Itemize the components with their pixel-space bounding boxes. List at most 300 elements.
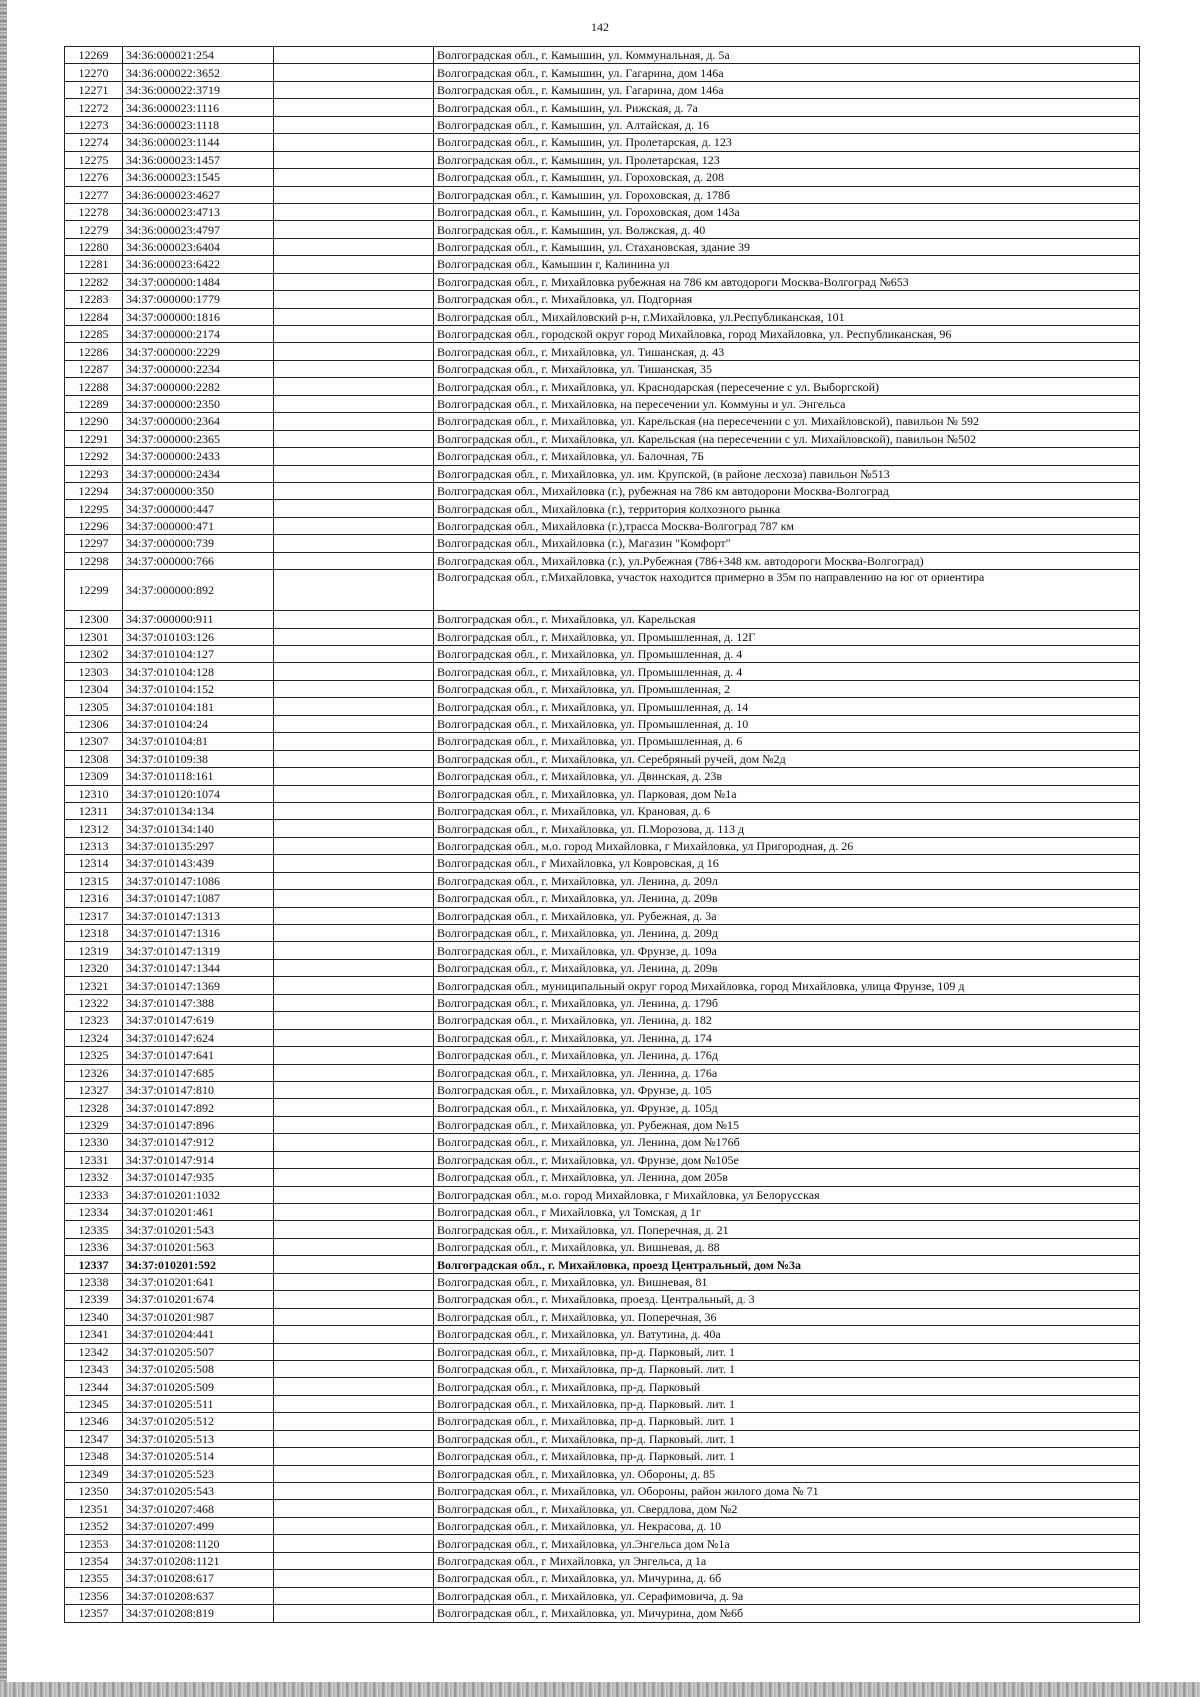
table-row [65,535,1140,552]
row-number-cell: 12339 [65,1291,123,1308]
address-cell: Волгоградская обл., городской округ город Михайловка, город Михайловка, ул. Республиканская, 96 [434,326,1140,343]
cadastral-number-cell: 34:37:000000:2364 [123,413,274,430]
table-row [65,1448,1140,1465]
table-row [65,465,1140,482]
empty-cell [274,1378,434,1395]
address-cell: Волгоградская обл., г. Михайловка, ул. Ленина, д. 174 [434,1029,1140,1046]
cadastral-number-cell: 34:36:000023:1116 [123,99,274,116]
empty-cell [274,1169,434,1186]
cadastral-number-cell: 34:37:000000:766 [123,552,274,569]
row-number-cell: 12297 [65,535,123,552]
cadastral-number-cell: 34:37:010208:637 [123,1587,274,1604]
table-row [65,552,1140,569]
row-number-cell: 12284 [65,308,123,325]
empty-cell [274,116,434,133]
scan-edge-left [0,0,7,1697]
row-number-cell: 12278 [65,203,123,220]
address-cell: Волгоградская обл., г. Михайловка, ул. Ленина, дом 205в [434,1169,1140,1186]
address-cell: Волгоградская обл., г. Михайловка, ул. П.Морозова, д. 113 д [434,820,1140,837]
cadastral-number-cell: 34:37:010118:161 [123,768,274,785]
empty-cell [274,238,434,255]
row-number-cell: 12292 [65,448,123,465]
empty-cell [274,326,434,343]
cadastral-number-cell: 34:37:010104:181 [123,698,274,715]
cadastral-number-cell: 34:37:010201:563 [123,1238,274,1255]
row-number-cell: 12327 [65,1081,123,1098]
address-cell: Волгоградская обл., г. Камышин, ул. Волжская, д. 40 [434,221,1140,238]
row-number-cell: 12325 [65,1047,123,1064]
empty-cell [274,308,434,325]
table-row [65,959,1140,976]
empty-cell [274,715,434,732]
row-number-cell: 12336 [65,1238,123,1255]
empty-cell [274,1570,434,1587]
empty-cell [274,1413,434,1430]
address-cell: Волгоградская обл., г. Михайловка, ул. Фрунзе, д. 105д [434,1099,1140,1116]
address-cell: Волгоградская обл., г. Михайловка, ул. Карельская (на пересечении с ул. Михайловской), павильон №502 [434,430,1140,447]
table-row [65,1535,1140,1552]
row-number-cell: 12332 [65,1169,123,1186]
address-cell: Волгоградская обл., м.о. город Михайловка, г Михайловка, ул Пригородная, д. 26 [434,837,1140,854]
address-cell: Волгоградская обл., г. Михайловка, ул. Двинская, д. 23в [434,768,1140,785]
address-cell: Волгоградская обл., м.о. город Михайловка, г Михайловка, ул Белорусская [434,1186,1140,1203]
address-cell: Волгоградская обл., г. Михайловка, ул. Фрунзе, дом №105е [434,1151,1140,1168]
table-row [65,1238,1140,1255]
address-cell: Волгоградская обл., г. Михайловка, ул. Серафимовича, д. 9а [434,1587,1140,1604]
row-number-cell: 12305 [65,698,123,715]
row-number-cell: 12270 [65,64,123,81]
empty-cell [274,628,434,645]
cadastral-number-cell: 34:36:000023:1545 [123,169,274,186]
row-number-cell: 12329 [65,1116,123,1133]
cadastral-number-cell: 34:37:010147:641 [123,1047,274,1064]
empty-cell [274,1308,434,1325]
address-cell: Волгоградская обл., г.Михайловка, участок находится примерно в 35м по направлению на юг от ориентира [434,570,1140,611]
cadastral-number-cell: 34:37:000000:1779 [123,291,274,308]
table-row [65,64,1140,81]
empty-cell [274,203,434,220]
empty-cell [274,925,434,942]
table-row [65,768,1140,785]
cadastral-number-cell: 34:37:010205:512 [123,1413,274,1430]
cadastral-number-cell: 34:37:010147:1087 [123,890,274,907]
row-number-cell: 12322 [65,994,123,1011]
row-number-cell: 12341 [65,1326,123,1343]
row-number-cell: 12351 [65,1500,123,1517]
cadastral-number-cell: 34:37:010147:892 [123,1099,274,1116]
row-number-cell: 12311 [65,802,123,819]
row-number-cell: 12344 [65,1378,123,1395]
empty-cell [274,1535,434,1552]
address-cell: Волгоградская обл., г. Михайловка, ул. Свердлова, дом №2 [434,1500,1140,1517]
table-row [65,203,1140,220]
empty-cell [274,802,434,819]
table-row [65,134,1140,151]
table-row [65,570,1140,611]
row-number-cell: 12274 [65,134,123,151]
row-number-cell: 12346 [65,1413,123,1430]
table-row [65,1308,1140,1325]
cadastral-number-cell: 34:37:010147:810 [123,1081,274,1098]
table-row [65,1395,1140,1412]
empty-cell [274,1256,434,1273]
table-row [65,273,1140,290]
table-row [65,1343,1140,1360]
table-row [65,1360,1140,1377]
empty-cell [274,500,434,517]
address-cell: Волгоградская обл., г. Камышин, ул. Алтайская, д. 16 [434,116,1140,133]
address-cell: Волгоградская обл., г. Михайловка, ул. Ленина, д. 209в [434,890,1140,907]
empty-cell [274,1029,434,1046]
cadastral-number-cell: 34:37:010147:1369 [123,977,274,994]
row-number-cell: 12320 [65,959,123,976]
address-cell: Волгоградская обл., г. Камышин, ул. Стахановская, здание 39 [434,238,1140,255]
table-row [65,907,1140,924]
row-number-cell: 12352 [65,1517,123,1534]
cadastral-number-cell: 34:37:010201:461 [123,1204,274,1221]
row-number-cell: 12277 [65,186,123,203]
address-cell: Волгоградская обл., г. Михайловка, ул. Вишневая, 81 [434,1273,1140,1290]
row-number-cell: 12290 [65,413,123,430]
cadastral-number-cell: 34:37:000000:1484 [123,273,274,290]
empty-cell [274,1151,434,1168]
empty-cell [274,1273,434,1290]
cadastral-number-cell: 34:37:000000:2350 [123,395,274,412]
cadastral-number-cell: 34:37:010147:1313 [123,907,274,924]
empty-cell [274,186,434,203]
empty-cell [274,64,434,81]
cadastral-number-cell: 34:37:000000:2229 [123,343,274,360]
empty-cell [274,395,434,412]
address-cell: Волгоградская обл., г Михайловка, ул Энгельса, д 1а [434,1552,1140,1569]
table-row [65,1378,1140,1395]
table-row [65,942,1140,959]
empty-cell [274,1221,434,1238]
address-cell: Волгоградская обл., г. Камышин, ул. Гороховская, д. 178б [434,186,1140,203]
empty-cell [274,663,434,680]
table-row [65,1552,1140,1569]
empty-cell [274,291,434,308]
table-row [65,1273,1140,1290]
address-cell: Волгоградская обл., г. Михайловка, пр-д. Парковый, лит. 1 [434,1343,1140,1360]
row-number-cell: 12309 [65,768,123,785]
empty-cell [274,360,434,377]
empty-cell [274,1500,434,1517]
table-row [65,890,1140,907]
address-cell: Волгоградская обл., муниципальный округ город Михайловка, город Михайловка, улица Фрунзе, 109 д [434,977,1140,994]
table-row [65,1517,1140,1534]
empty-cell [274,907,434,924]
table-row [65,925,1140,942]
empty-cell [274,1134,434,1151]
row-number-cell: 12282 [65,273,123,290]
empty-cell [274,1430,434,1447]
row-number-cell: 12350 [65,1483,123,1500]
cadastral-number-cell: 34:37:010147:1344 [123,959,274,976]
address-cell: Волгоградская обл., Михайловский р-н, г.Михайловка, ул.Республиканская, 101 [434,308,1140,325]
empty-cell [274,517,434,534]
table-row [65,378,1140,395]
table-row [65,994,1140,1011]
table-row [65,482,1140,499]
table-row [65,256,1140,273]
empty-cell [274,1448,434,1465]
empty-cell [274,448,434,465]
row-number-cell: 12316 [65,890,123,907]
address-cell: Волгоградская обл., г. Михайловка, ул. Промышленная, д. 6 [434,733,1140,750]
empty-cell [274,430,434,447]
row-number-cell: 12319 [65,942,123,959]
row-number-cell: 12299 [65,570,123,611]
registry-table [64,46,1140,1623]
empty-cell [274,535,434,552]
cadastral-number-cell: 34:37:000000:1816 [123,308,274,325]
cadastral-number-cell: 34:37:010205:543 [123,1483,274,1500]
address-cell: Волгоградская обл., г. Михайловка, ул. Фрунзе, д. 109а [434,942,1140,959]
cadastral-number-cell: 34:37:010208:1120 [123,1535,274,1552]
row-number-cell: 12276 [65,169,123,186]
cadastral-number-cell: 34:37:010205:513 [123,1430,274,1447]
address-cell: Волгоградская обл., г. Михайловка, ул. Промышленная, д. 4 [434,646,1140,663]
table-row [65,1413,1140,1430]
empty-cell [274,1064,434,1081]
empty-cell [274,273,434,290]
table-row [65,430,1140,447]
address-cell: Волгоградская обл., г. Михайловка, ул. Серебряный ручей, дом №2д [434,750,1140,767]
address-cell: Волгоградская обл., г. Михайловка, ул. Карельская (на пересечении с ул. Михайловской), павильон № 592 [434,413,1140,430]
empty-cell [274,134,434,151]
address-cell: Волгоградская обл., г. Михайловка, ул. Рубежная, дом №15 [434,1116,1140,1133]
address-cell: Волгоградская обл., г. Михайловка, ул. Ленина, д. 209л [434,872,1140,889]
address-cell: Волгоградская обл., г. Михайловка, ул. им. Крупской, (в районе лесхоза) павильон №513 [434,465,1140,482]
address-cell: Волгоградская обл., Михайловка (г.), Магазин "Комфорт" [434,535,1140,552]
row-number-cell: 12308 [65,750,123,767]
row-number-cell: 12273 [65,116,123,133]
row-number-cell: 12302 [65,646,123,663]
table-row [65,1605,1140,1622]
address-cell: Волгоградская обл., г Михайловка, ул Томская, д 1г [434,1204,1140,1221]
row-number-cell: 12307 [65,733,123,750]
address-cell: Волгоградская обл., г. Михайловка, ул. Ленина, д. 209в [434,959,1140,976]
table-row [65,611,1140,628]
table-row [65,1186,1140,1203]
row-number-cell: 12301 [65,628,123,645]
cadastral-number-cell: 34:37:010147:914 [123,1151,274,1168]
address-cell: Волгоградская обл., г. Михайловка, ул. Обороны, район жилого дома № 71 [434,1483,1140,1500]
empty-cell [274,47,434,64]
address-cell: Волгоградская обл., г. Михайловка, ул. Парковая, дом №1а [434,785,1140,802]
cadastral-number-cell: 34:36:000023:4627 [123,186,274,203]
address-cell: Волгоградская обл., г. Михайловка, пр-д. Парковый. лит. 1 [434,1430,1140,1447]
row-number-cell: 12304 [65,680,123,697]
table-row [65,663,1140,680]
cadastral-number-cell: 34:36:000022:3652 [123,64,274,81]
cadastral-number-cell: 34:36:000023:1144 [123,134,274,151]
empty-cell [274,942,434,959]
empty-cell [274,733,434,750]
cadastral-number-cell: 34:37:000000:892 [123,570,274,611]
address-cell: Волгоградская обл., г. Михайловка, ул. Ленина, д. 179б [434,994,1140,1011]
address-cell: Волгоградская обл., г. Михайловка, ул. Фрунзе, д. 105 [434,1081,1140,1098]
row-number-cell: 12354 [65,1552,123,1569]
cadastral-number-cell: 34:37:010201:641 [123,1273,274,1290]
cadastral-number-cell: 34:37:000000:911 [123,611,274,628]
empty-cell [274,750,434,767]
row-number-cell: 12333 [65,1186,123,1203]
address-cell: Волгоградская обл., г. Михайловка, проезд Центральный, дом №3а [434,1256,1140,1273]
row-number-cell: 12328 [65,1099,123,1116]
row-number-cell: 12355 [65,1570,123,1587]
row-number-cell: 12313 [65,837,123,854]
table-row [65,360,1140,377]
address-cell: Волгоградская обл., г. Михайловка, ул. Некрасова, д. 10 [434,1517,1140,1534]
table-row [65,1221,1140,1238]
empty-cell [274,855,434,872]
address-cell: Волгоградская обл., г. Михайловка, ул. Мичурина, дом №6б [434,1605,1140,1622]
address-cell: Волгоградская обл., г. Михайловка, ул. Ленина, д. 176а [434,1064,1140,1081]
table-row [65,1099,1140,1116]
row-number-cell: 12323 [65,1012,123,1029]
table-row [65,116,1140,133]
address-cell: Волгоградская обл., г. Михайловка, ул. Подгорная [434,291,1140,308]
cadastral-number-cell: 34:37:010109:38 [123,750,274,767]
address-cell: Волгоградская обл., г. Михайловка, ул. Балочная, 7Б [434,448,1140,465]
cadastral-number-cell: 34:37:010201:987 [123,1308,274,1325]
table-row [65,1465,1140,1482]
table-row [65,99,1140,116]
cadastral-number-cell: 34:37:010208:617 [123,1570,274,1587]
table-row [65,343,1140,360]
cadastral-number-cell: 34:37:010205:511 [123,1395,274,1412]
address-cell: Волгоградская обл., г. Михайловка, ул. Промышленная, д. 14 [434,698,1140,715]
empty-cell [274,1587,434,1604]
row-number-cell: 12326 [65,1064,123,1081]
empty-cell [274,1186,434,1203]
table-row [65,1291,1140,1308]
empty-cell [274,1552,434,1569]
empty-cell [274,1465,434,1482]
cadastral-number-cell: 34:37:000000:471 [123,517,274,534]
empty-cell [274,169,434,186]
cadastral-number-cell: 34:37:010147:935 [123,1169,274,1186]
empty-cell [274,1483,434,1500]
cadastral-number-cell: 34:37:000000:2174 [123,326,274,343]
table-row [65,628,1140,645]
address-cell: Волгоградская обл., г. Камышин, ул. Коммунальная, д. 5а [434,47,1140,64]
table-row [65,837,1140,854]
empty-cell [274,646,434,663]
cadastral-number-cell: 34:36:000023:6404 [123,238,274,255]
row-number-cell: 12293 [65,465,123,482]
cadastral-number-cell: 34:36:000023:1118 [123,116,274,133]
empty-cell [274,611,434,628]
table-row [65,820,1140,837]
cadastral-number-cell: 34:37:010204:441 [123,1326,274,1343]
row-number-cell: 12286 [65,343,123,360]
address-cell: Волгоградская обл., г. Михайловка, ул. Рубежная, д. 3а [434,907,1140,924]
address-cell: Волгоградская обл., г. Камышин, ул. Пролетарская, д. 123 [434,134,1140,151]
table-row [65,291,1140,308]
cadastral-number-cell: 34:37:010208:1121 [123,1552,274,1569]
address-cell: Волгоградская обл., г. Камышин, ул. Рижская, д. 7а [434,99,1140,116]
address-cell: Волгоградская обл., г. Михайловка, ул. Ленина, д. 182 [434,1012,1140,1029]
address-cell: Волгоградская обл., г. Камышин, ул. Пролетарская, 123 [434,151,1140,168]
cadastral-number-cell: 34:37:010104:127 [123,646,274,663]
table-row [65,1081,1140,1098]
empty-cell [274,768,434,785]
table-row [65,221,1140,238]
row-number-cell: 12318 [65,925,123,942]
empty-cell [274,1081,434,1098]
row-number-cell: 12338 [65,1273,123,1290]
row-number-cell: 12279 [65,221,123,238]
address-cell: Волгоградская обл., Камышин г, Калинина ул [434,256,1140,273]
table-row [65,750,1140,767]
address-cell: Волгоградская обл., г. Камышин, ул. Гороховская, д. 208 [434,169,1140,186]
table-row [65,1483,1140,1500]
row-number-cell: 12349 [65,1465,123,1482]
table-row [65,517,1140,534]
cadastral-number-cell: 34:36:000021:254 [123,47,274,64]
cadastral-number-cell: 34:37:010147:685 [123,1064,274,1081]
cadastral-number-cell: 34:37:010147:1319 [123,942,274,959]
cadastral-number-cell: 34:37:010104:24 [123,715,274,732]
cadastral-number-cell: 34:37:000000:2434 [123,465,274,482]
row-number-cell: 12281 [65,256,123,273]
cadastral-number-cell: 34:37:010104:128 [123,663,274,680]
empty-cell [274,680,434,697]
cadastral-number-cell: 34:37:000000:739 [123,535,274,552]
address-cell: Волгоградская обл., г. Михайловка, ул. Тишанская, д. 43 [434,343,1140,360]
address-cell: Волгоградская обл., г. Михайловка, ул. Мичурина, д. 6б [434,1570,1140,1587]
row-number-cell: 12314 [65,855,123,872]
address-cell: Волгоградская обл., г. Михайловка, ул. Тишанская, 35 [434,360,1140,377]
row-number-cell: 12300 [65,611,123,628]
row-number-cell: 12337 [65,1256,123,1273]
address-cell: Волгоградская обл., г. Михайловка, пр-д. Парковый. лит. 1 [434,1360,1140,1377]
empty-cell [274,1047,434,1064]
row-number-cell: 12334 [65,1204,123,1221]
cadastral-number-cell: 34:37:010205:523 [123,1465,274,1482]
cadastral-number-cell: 34:37:010208:819 [123,1605,274,1622]
table-row [65,1326,1140,1343]
address-cell: Волгоградская обл., Михайловка (г.), территория колхозного рынка [434,500,1140,517]
cadastral-number-cell: 34:37:010147:388 [123,994,274,1011]
address-cell: Волгоградская обл., г. Михайловка рубежная на 786 км автодороги Москва-Волгоград №653 [434,273,1140,290]
table-row [65,733,1140,750]
empty-cell [274,570,434,611]
cadastral-number-cell: 34:37:010135:297 [123,837,274,854]
table-row [65,646,1140,663]
table-row [65,151,1140,168]
table-row [65,872,1140,889]
cadastral-number-cell: 34:37:010147:912 [123,1134,274,1151]
address-cell: Волгоградская обл., Михайловка (г.), рубежная на 786 км автодорони Москва-Волгоград [434,482,1140,499]
address-cell: Волгоградская обл., г. Михайловка, ул. Вишневая, д. 88 [434,1238,1140,1255]
address-cell: Волгоградская обл., г. Михайловка, ул. Крановая, д. 6 [434,802,1140,819]
table-row [65,1500,1140,1517]
empty-cell [274,1360,434,1377]
address-cell: Волгоградская обл., г. Михайловка, ул. Промышленная, д. 12Г [434,628,1140,645]
empty-cell [274,837,434,854]
empty-cell [274,872,434,889]
page-number: 142 [591,20,609,34]
table-row [65,1047,1140,1064]
address-cell: Волгоградская обл., г. Михайловка, ул. Поперечная, д. 21 [434,1221,1140,1238]
table-row [65,1570,1140,1587]
row-number-cell: 12269 [65,47,123,64]
cadastral-number-cell: 34:37:000000:447 [123,500,274,517]
